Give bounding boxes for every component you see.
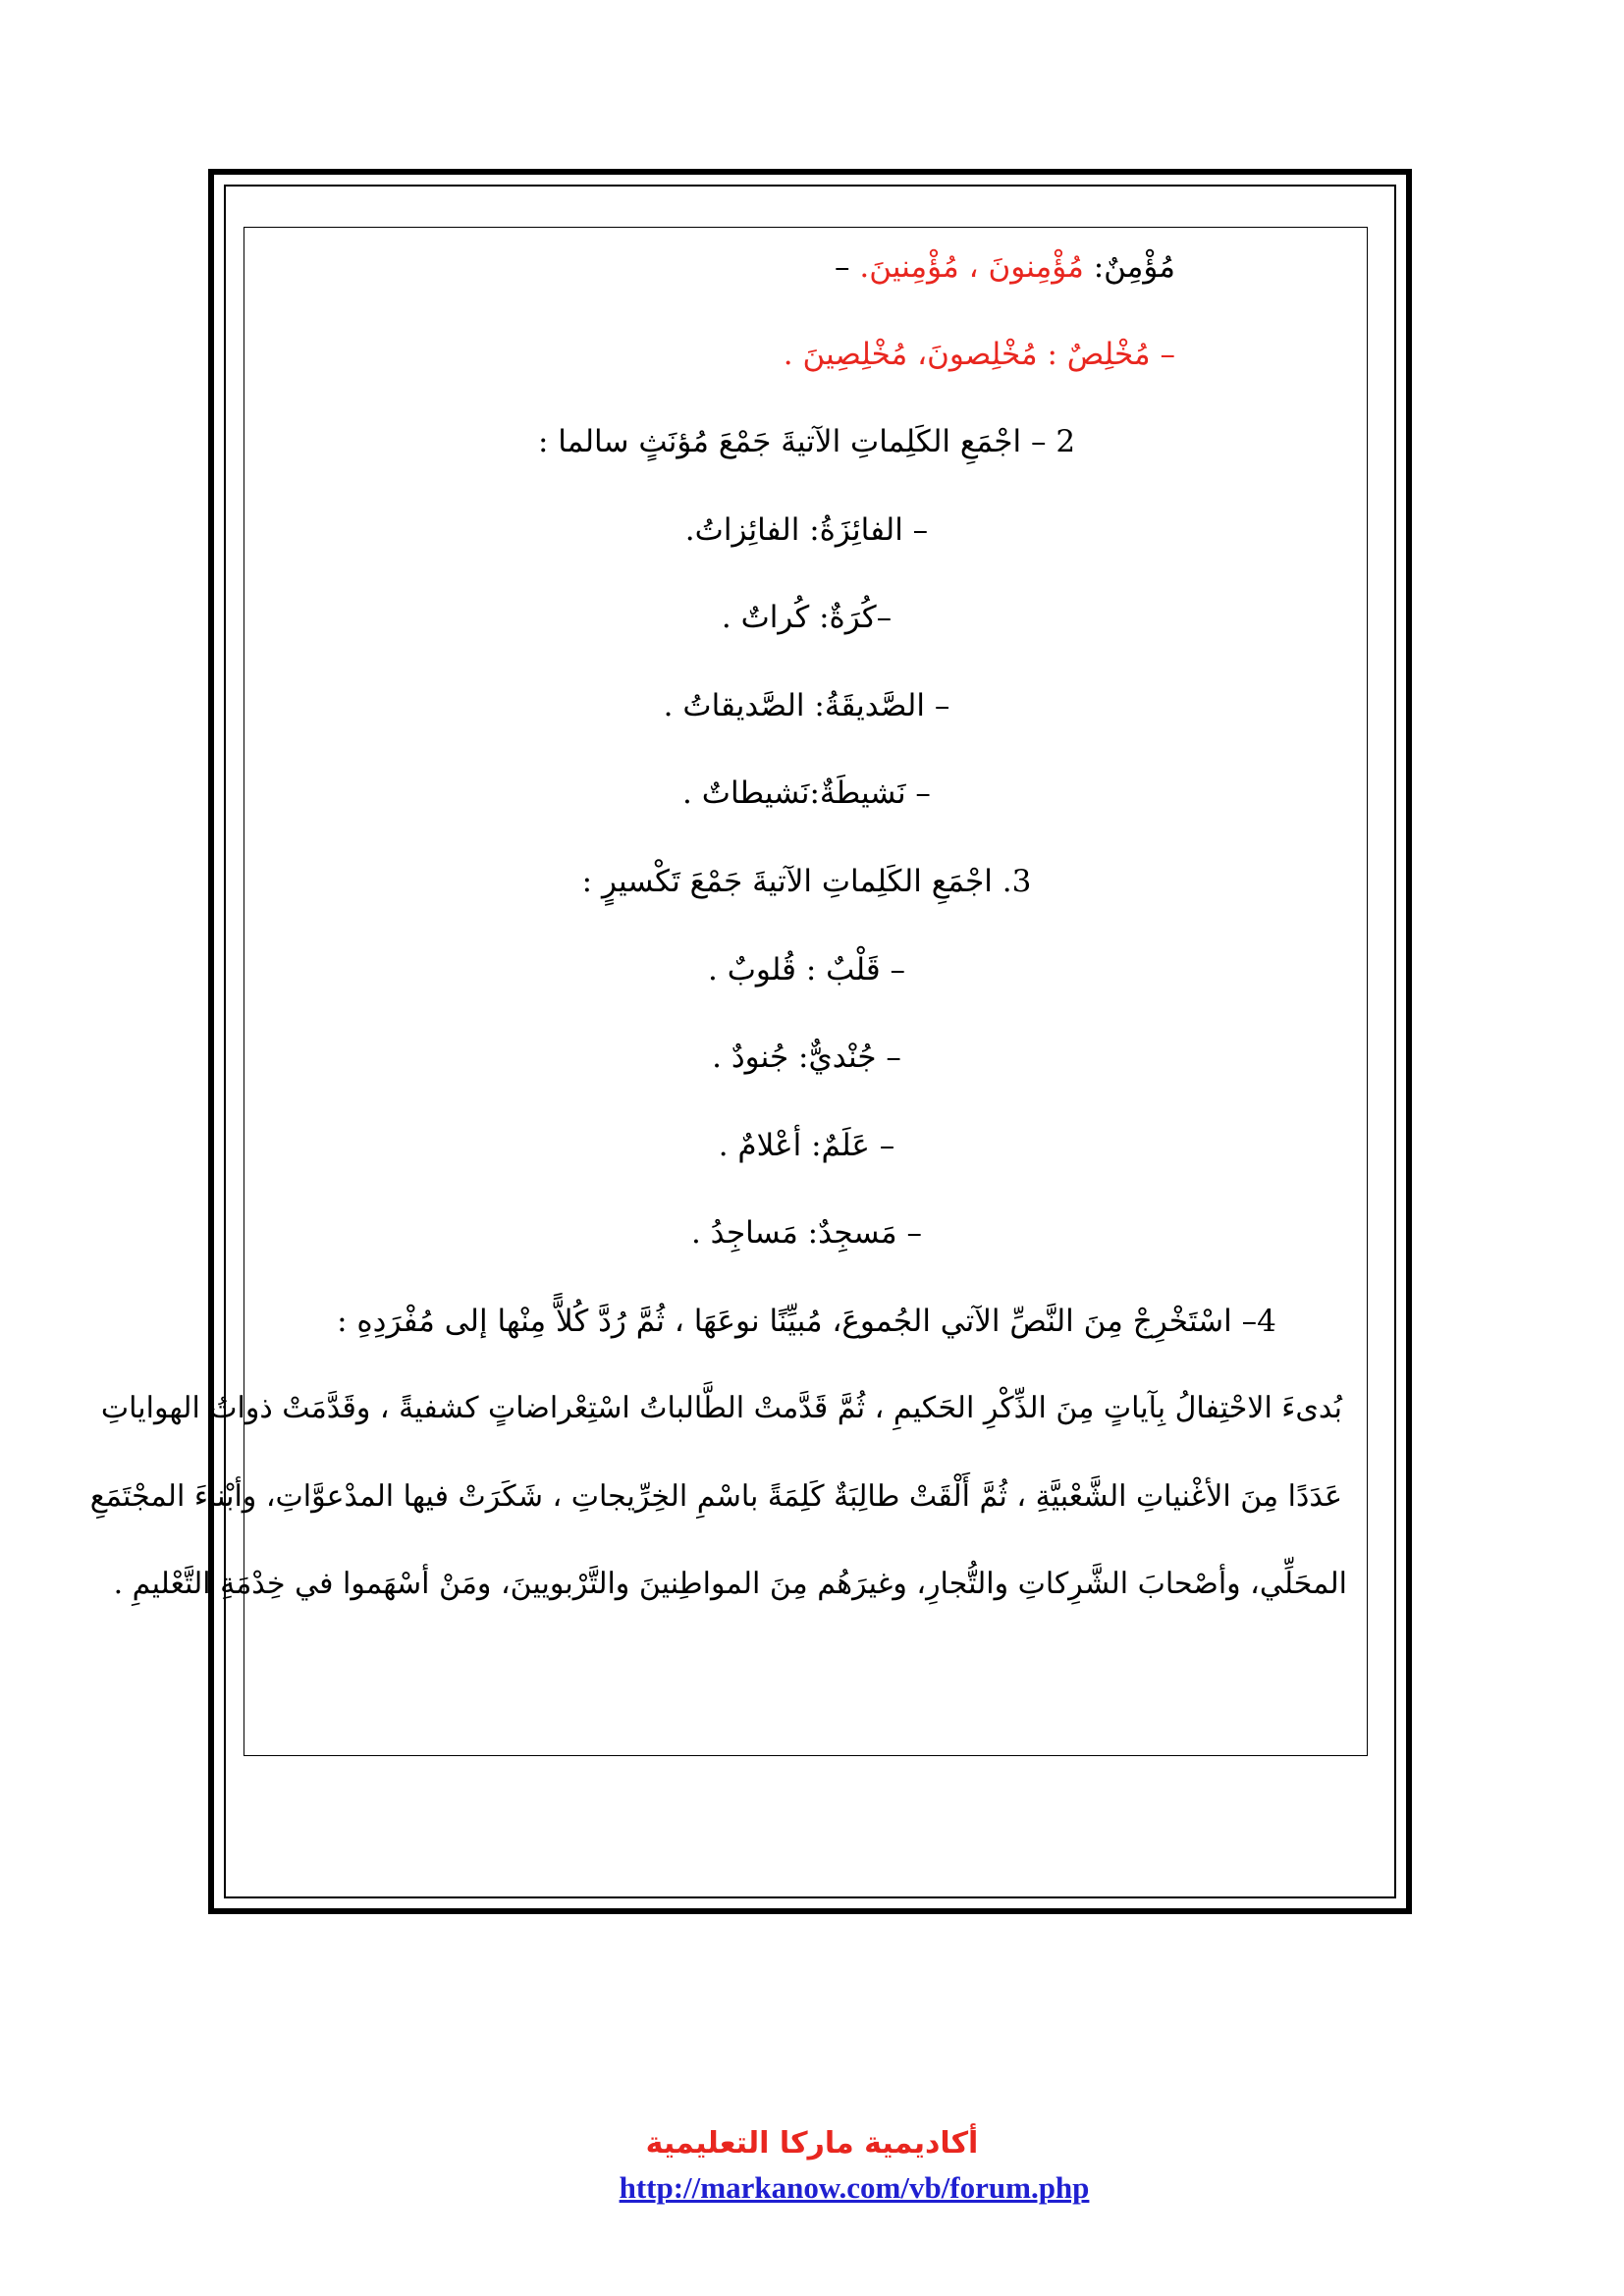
question-2-item: – نَشيطَةٌ:نَشيطاتٌ . [682, 775, 931, 811]
question-3-item: – جُنْديٌّ: جُنودٌ . [712, 1040, 901, 1075]
plural-answer: مُؤْمِنونَ ، مُؤْمِنينَ. [859, 249, 1084, 285]
question-3-heading: 3. اجْمَعِ الكَلِماتِ الآتيةَ جَمْعَ تَكْسيرٍ : [581, 864, 1032, 899]
question-4-heading: 4– اسْتَخْرِجْ مِنَ النَّصِّ الآتي الجُموعَ، مُبيِّنًا نوعَهَا ، ثُمَّ رُدَّ كُلاًّ مِنْها إلى مُفْرَدِهِ : [337, 1304, 1276, 1339]
question-3-item: – عَلَمٌ: أعْلامٌ . [718, 1128, 895, 1163]
question-4-paragraph-line-last: المحَلِّي، وأصْحابَ الشَّرِكاتِ والتُّجارِ، وغيرَهُم مِنَ المواطِنينَ والتَّرْبويينَ، ومَنْ أسْهَموا في خِدْمَةِ التَّعْليمِ . [113, 1567, 1347, 1601]
question-4-paragraph-line: عَدَدًا مِنَ الأغْنياتِ الشَّعْبيَّةِ ، ثُمَّ أَلْقَتْ طالِبَةٌ كَلِمَةً باسْمِ الخِرِّيجاتِ ، شَكَرَتْ فيها المدْعوَّاتِ، وأبْناءَ المجْتَمَعِ [89, 1479, 1342, 1514]
question-2-item: – الصَّديقَةُ: الصَّديقاتُ . [663, 688, 950, 723]
question-3-item: – قَلْبٌ : قُلوبٌ . [707, 952, 905, 988]
worksheet-content-box [89, 227, 1368, 1756]
question-2-item: – الفائِزَةُ: الفائِزاتُ. [684, 512, 929, 548]
plural-word: مُخْلِصٌ : [1047, 337, 1151, 372]
plural-item-mumin: مُؤْمِنٌ: مُؤْمِنونَ ، مُؤْمِنينَ. – [835, 249, 1175, 285]
plural-word: مُؤْمِنٌ: [1093, 249, 1175, 285]
question-3-item: – مَسجِدٌ: مَساجِدُ . [690, 1215, 923, 1251]
question-2-item: –كُرَةٌ: كُراتٌ . [721, 600, 893, 635]
question-4-paragraph-line: بُدىءَ الاحْتِفالُ بِآياتٍ مِنَ الذِّكْرِ الحَكيمِ ، ثُمَّ قَدَّمتْ الطَّالباتُ اسْتِعْراضاتٍ كشفيةً ، وقَدَّمَتْ ذواتُ الهواياتِ [100, 1391, 1342, 1425]
question-2-heading: 2 – اجْمَعِ الكَلِماتِ الآتيةَ جَمْعَ مُؤنَثٍ سالما : [537, 424, 1076, 459]
plural-item-mukhlis: – مُخْلِصٌ : مُخْلِصونَ، مُخْلِصِينَ . [783, 337, 1175, 372]
footer-forum-link[interactable]: http://markanow.com/vb/forum.php [619, 2170, 1090, 2205]
footer-academy-name: أكاديمية ماركا التعليمية [645, 2126, 979, 2161]
plural-answer: مُخْلِصونَ، مُخْلِصِينَ . [783, 337, 1038, 372]
